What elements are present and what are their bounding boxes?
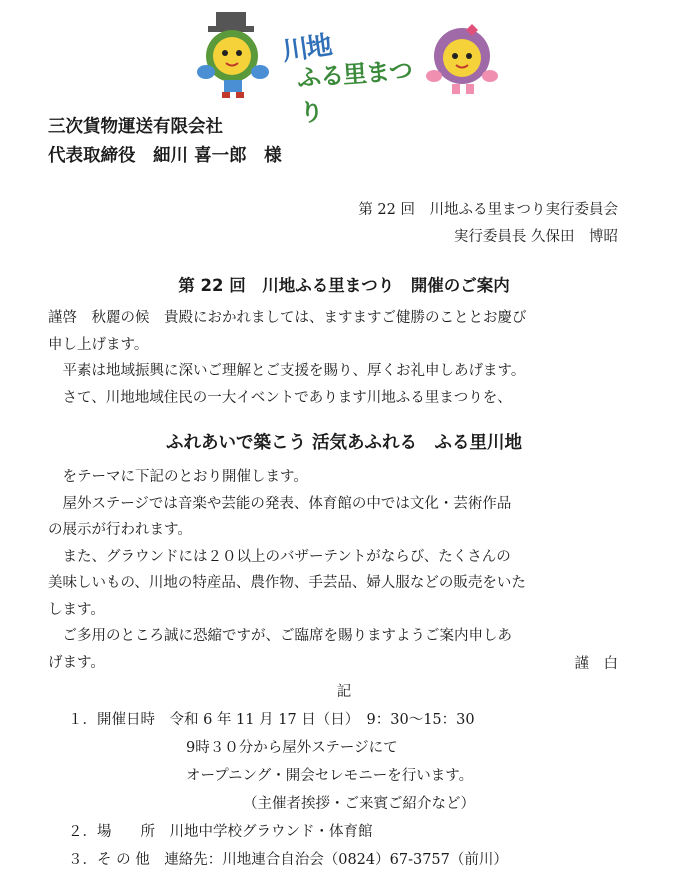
closing-phrase: 謹 白 <box>574 656 618 672</box>
letter-title: 第 22 回 川地ふる里まつり 開催のご案内 <box>178 276 510 295</box>
body-line: 美味しいもの、川地の特産品、農作物、手芸品、婦人服などの販売をいた <box>48 575 526 591</box>
item-date-note: 9時３０分から屋外ステージにて <box>186 740 398 756</box>
intro-line: 平素は地域振興に深いご理解とご支援を賜り、厚くお礼申しあげます。 <box>48 363 526 379</box>
ki-heading: 記 <box>336 684 352 700</box>
addressee-person: 代表取締役 細川 喜一郎 様 <box>48 146 282 166</box>
item-date: １．開催日時 令和 6 年 11 月 17 日（日） 9：30〜15：30 <box>68 712 475 728</box>
sender-committee: 第 22 回 川地ふる里まつり実行委員会 <box>358 202 618 218</box>
sender-block <box>358 197 618 251</box>
logo-line-furusato: ふる里まつり <box>296 56 413 128</box>
logo-line-kawachi: 川地 <box>280 30 333 68</box>
festival-logo <box>190 8 510 128</box>
logo-wordmark <box>280 26 422 128</box>
intro-paragraphs <box>48 305 628 411</box>
addressee-block <box>48 113 282 171</box>
addressee-company: 三次貨物運送有限会社 <box>48 117 223 137</box>
body-line: ご多用のところ誠に恐縮ですが、ご臨席を賜りますようご案内申しあ <box>48 628 512 644</box>
intro-line: 謹啓 秋麗の候 貴殿におかれましては、ますますご健勝のこととお慶び <box>48 310 527 326</box>
body-line: の展示が行われます。 <box>48 522 192 538</box>
intro-line: 申し上げます。 <box>48 336 149 353</box>
item-other: ３．そ の 他 連絡先：川地連合自治会（0824）67-3757（前川） <box>68 852 508 868</box>
mascot-girl-illustration <box>422 18 504 98</box>
body-line: します。 <box>48 601 105 618</box>
body-paragraphs <box>48 464 628 676</box>
festival-theme: ふれあいで築こう 活気あふれる ふる里川地 <box>165 433 523 453</box>
body-line: げます。 <box>48 654 105 671</box>
item-date-note: （主催者挨拶・ご来賓ご紹介など） <box>243 796 475 812</box>
mascot-boy-illustration <box>194 12 274 98</box>
sender-chair: 実行委員長 久保田 博昭 <box>453 229 618 245</box>
event-details-list <box>68 706 508 874</box>
item-place: ２．場 所 川地中学校グラウンド・体育館 <box>68 824 373 840</box>
body-line: 屋外ステージでは音楽や芸能の発表、体育館の中では文化・芸術作品 <box>48 495 512 512</box>
intro-line: さて、川地地域住民の一大イベントであります川地ふる里まつりを、 <box>48 389 512 406</box>
body-line: また、グラウンドには２０以上のバザーテントがならび、たくさんの <box>48 548 511 565</box>
item-date-note: オープニング・開会セレモニーを行います。 <box>186 768 474 784</box>
body-line: をテーマに下記のとおり開催します。 <box>48 469 308 485</box>
